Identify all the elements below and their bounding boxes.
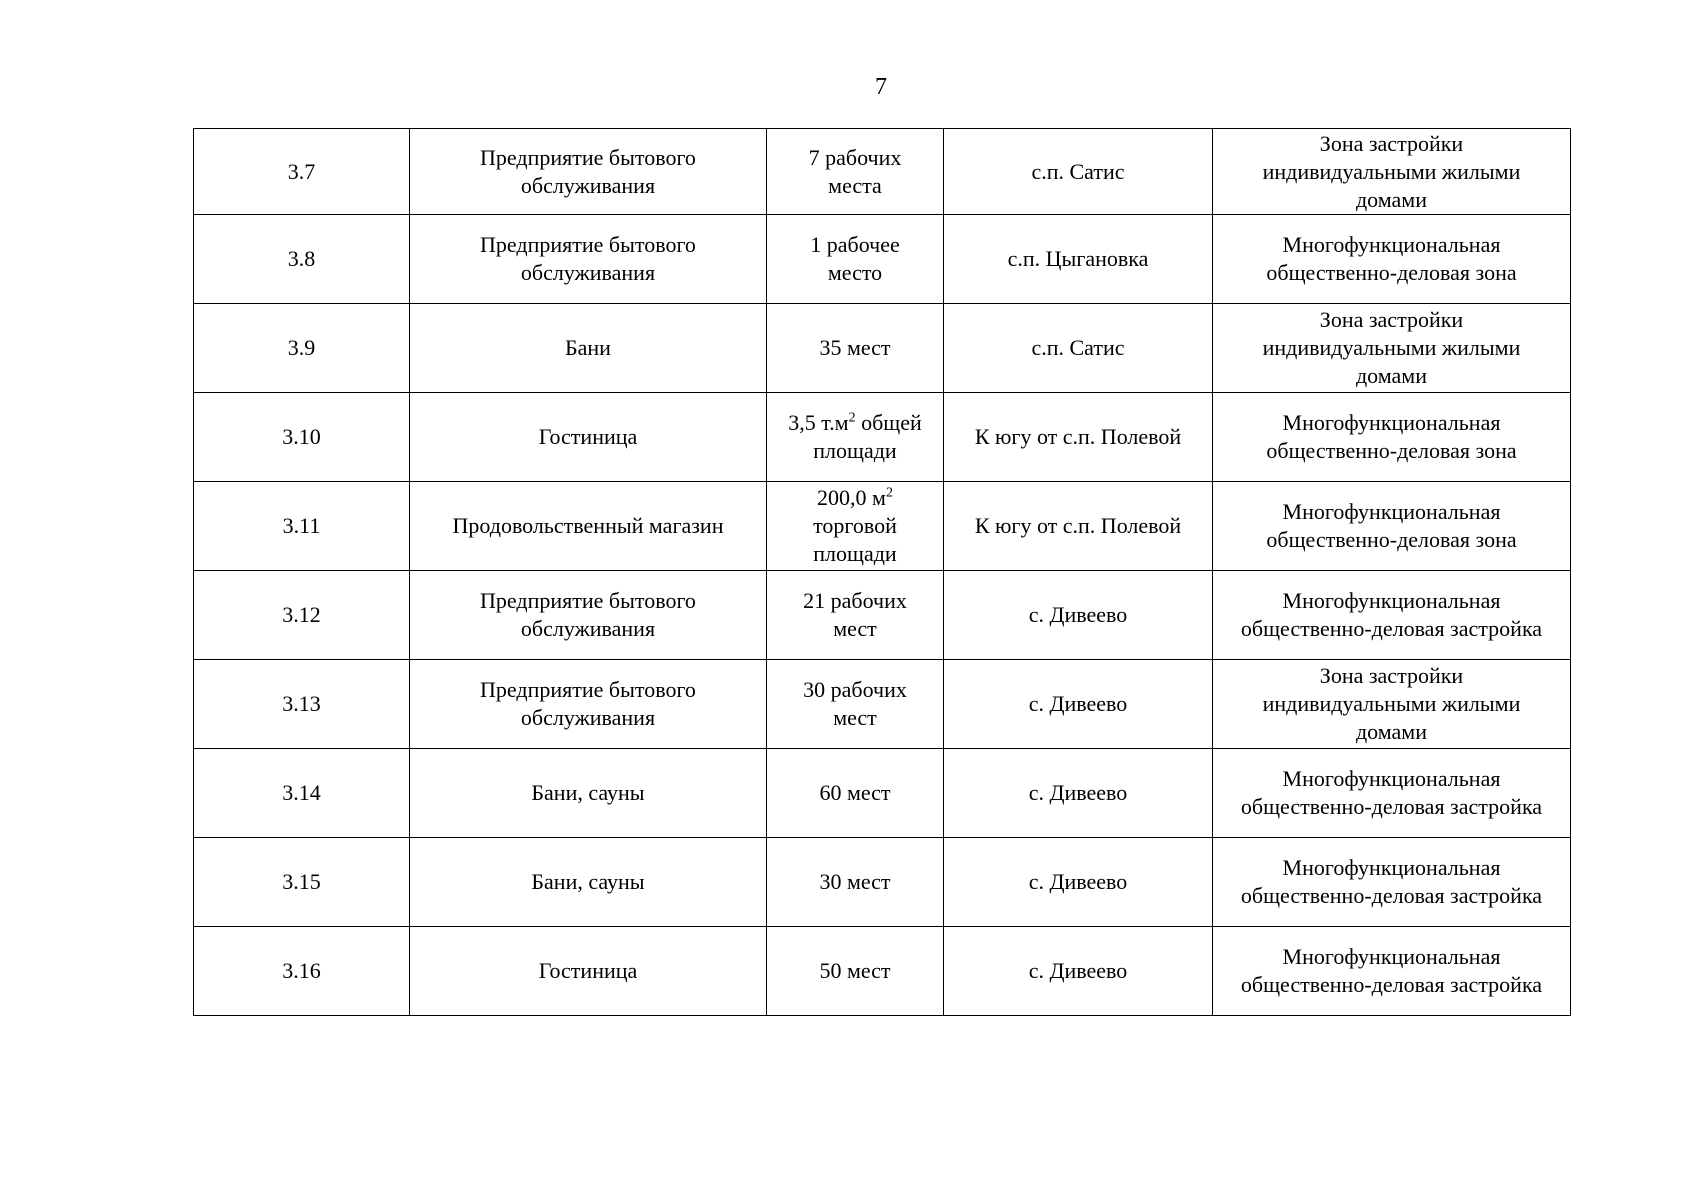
- zone-cell: Зона застройки индивидуальными жилыми домами: [1213, 304, 1571, 393]
- facility-name-cell: Продовольственный магазин: [410, 482, 767, 571]
- facility-name-cell: Предприятие бытового обслуживания: [410, 129, 767, 215]
- table-row: [194, 215, 1571, 304]
- capacity-tail: торговой площади: [813, 513, 897, 566]
- row-number-cell: 3.13: [194, 660, 410, 749]
- table-row: [194, 393, 1571, 482]
- capacity-text: 3,5 т.м: [788, 410, 849, 435]
- zone-cell: Многофункциональная общественно-деловая зона: [1213, 215, 1571, 304]
- row-number-cell: 3.10: [194, 393, 410, 482]
- capacity-cell: [767, 927, 944, 1016]
- location-cell: К югу от с.п. Полевой: [944, 482, 1213, 571]
- row-number-cell: 3.16: [194, 927, 410, 1016]
- capacity-superscript: 2: [848, 410, 856, 426]
- capacity-text: 30 мест: [819, 869, 891, 894]
- table-row: [194, 838, 1571, 927]
- capacity-cell: [767, 215, 944, 304]
- row-number-cell: 3.11: [194, 482, 410, 571]
- capacity-text: 7 рабочих места: [808, 144, 902, 198]
- facility-name-cell: Предприятие бытового обслуживания: [410, 660, 767, 749]
- capacity-tail: общей площади: [813, 410, 922, 463]
- capacity-text: 1 рабочее место: [810, 232, 900, 285]
- zone-cell: Многофункциональная общественно-деловая зона: [1213, 393, 1571, 482]
- table-row: [194, 571, 1571, 660]
- facility-name-cell: Бани, сауны: [410, 838, 767, 927]
- capacity-cell: [767, 838, 944, 927]
- facility-name-cell: Предприятие бытового обслуживания: [410, 215, 767, 304]
- facility-name-cell: Бани, сауны: [410, 749, 767, 838]
- location-cell: с. Дивеево: [944, 571, 1213, 660]
- table-row: [194, 129, 1571, 215]
- capacity-cell: [767, 304, 944, 393]
- zone-cell: Многофункциональная общественно-деловая застройка: [1213, 749, 1571, 838]
- table-row: [194, 304, 1571, 393]
- capacity-cell: [767, 129, 944, 215]
- table-row: [194, 927, 1571, 1016]
- facility-name-cell: Предприятие бытового обслуживания: [410, 571, 767, 660]
- capacity-text: 21 рабочих мест: [803, 588, 907, 641]
- zone-cell: Зона застройки индивидуальными жилыми домами: [1213, 660, 1571, 749]
- location-cell: с. Дивеево: [944, 749, 1213, 838]
- row-number-cell: 3.7: [194, 129, 410, 215]
- capacity-cell: [767, 571, 944, 660]
- location-cell: с.п. Цыгановка: [944, 215, 1213, 304]
- facilities-table: [193, 128, 1571, 1016]
- capacity-cell: [767, 482, 944, 571]
- capacity-cell: [767, 393, 944, 482]
- facility-name-cell: Гостиница: [410, 927, 767, 1016]
- row-number-cell: 3.8: [194, 215, 410, 304]
- location-cell: с.п. Сатис: [944, 129, 1213, 215]
- location-cell: с. Дивеево: [944, 927, 1213, 1016]
- facility-name-cell: Бани: [410, 304, 767, 393]
- table-body: [194, 129, 1571, 1016]
- row-number-cell: 3.9: [194, 304, 410, 393]
- capacity-superscript: 2: [885, 485, 893, 501]
- capacity-cell: [767, 749, 944, 838]
- capacity-cell: [767, 660, 944, 749]
- location-cell: с. Дивеево: [944, 660, 1213, 749]
- location-cell: К югу от с.п. Полевой: [944, 393, 1213, 482]
- zone-cell: Многофункциональная общественно-деловая зона: [1213, 482, 1571, 571]
- table-row: [194, 749, 1571, 838]
- location-cell: с.п. Сатис: [944, 304, 1213, 393]
- capacity-text: 60 мест: [819, 780, 891, 805]
- zone-cell: Многофункциональная общественно-деловая застройка: [1213, 838, 1571, 927]
- row-number-cell: 3.12: [194, 571, 410, 660]
- facility-name-cell: Гостиница: [410, 393, 767, 482]
- capacity-text: 35 мест: [819, 335, 891, 360]
- zone-cell: Зона застройки индивидуальными жилыми домами: [1213, 129, 1571, 215]
- table-row: [194, 482, 1571, 571]
- row-number-cell: 3.15: [194, 838, 410, 927]
- row-number-cell: 3.14: [194, 749, 410, 838]
- table-row: [194, 660, 1571, 749]
- zone-cell: Многофункциональная общественно-деловая застройка: [1213, 571, 1571, 660]
- location-cell: с. Дивеево: [944, 838, 1213, 927]
- capacity-text: 200,0 м: [817, 485, 886, 510]
- capacity-text: 30 рабочих мест: [803, 677, 907, 730]
- zone-cell: Многофункциональная общественно-деловая застройка: [1213, 927, 1571, 1016]
- capacity-text: 50 мест: [819, 958, 891, 983]
- page-number: 7: [875, 74, 887, 100]
